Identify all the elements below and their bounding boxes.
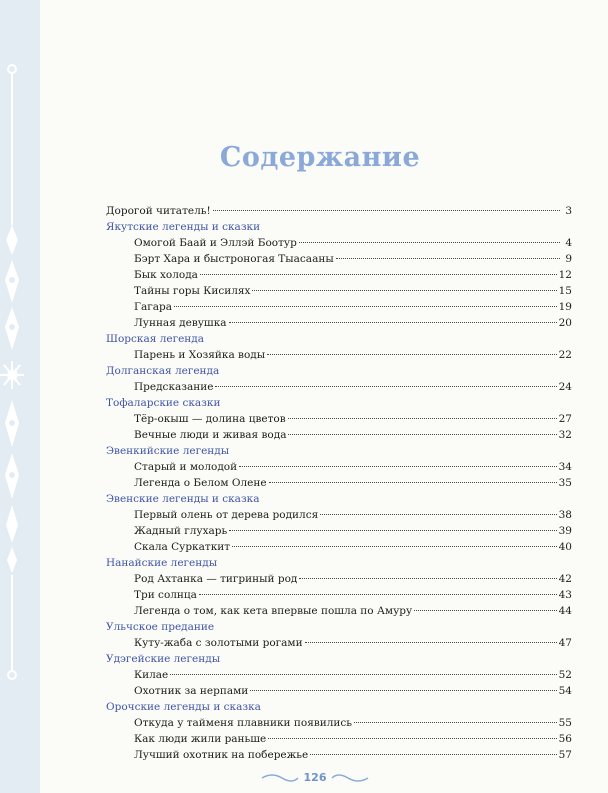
- toc-page-number: 3: [565, 205, 572, 217]
- dot-leader: [239, 466, 557, 467]
- toc-label: Куту-жаба с золотыми рогами: [134, 637, 303, 649]
- toc-label: Парень и Хозяйка воды: [134, 349, 266, 361]
- toc-section-heading: [106, 619, 572, 635]
- toc-label: Бэрт Хара и быстроногая Тыасааны: [134, 253, 334, 265]
- toc-label: Долганская легенда: [106, 365, 220, 377]
- toc-entry: [106, 731, 572, 747]
- toc-section-heading: [106, 491, 572, 507]
- toc-label: Тофаларские сказки: [106, 397, 221, 409]
- toc-page-number: 9: [565, 253, 572, 265]
- dot-leader: [305, 642, 557, 643]
- toc-label: Лучший охотник на побережье: [134, 749, 309, 761]
- toc-section-heading: [106, 651, 572, 667]
- dot-leader: [250, 690, 556, 691]
- toc-label: Жадный глухарь: [134, 525, 228, 537]
- toc-page-number: 55: [558, 717, 572, 729]
- toc-label: Скала Суркаткит: [134, 541, 231, 553]
- toc-page-number: 35: [558, 477, 572, 489]
- toc-page-number: 44: [558, 605, 572, 617]
- toc-entry: [106, 507, 572, 523]
- toc-label: Предсказание: [134, 381, 214, 393]
- toc-entry: [106, 267, 572, 283]
- toc-page-number: 34: [558, 461, 572, 473]
- toc-page-number: 27: [558, 413, 572, 425]
- toc-label: Легенда о том, как кета впервые пошла по Амуру: [134, 605, 413, 617]
- toc-section-heading: [106, 395, 572, 411]
- toc-section-heading: [106, 699, 572, 715]
- toc-entry: [106, 379, 572, 395]
- toc-label: Первый олень от дерева родился: [134, 509, 319, 521]
- dot-leader: [299, 242, 560, 243]
- toc-label: Род Ахтанка — тигриный род: [134, 573, 298, 585]
- toc-label: Охотник за нерпами: [134, 685, 249, 697]
- toc-page-number: 54: [558, 685, 572, 697]
- toc-entry: [106, 539, 572, 555]
- toc-entry: [106, 603, 572, 619]
- dot-leader: [288, 434, 556, 435]
- toc-entry: [106, 299, 572, 315]
- page-title: Содержание: [219, 142, 421, 173]
- toc-label: Старый и молодой: [134, 461, 238, 473]
- dot-leader: [215, 386, 556, 387]
- toc-page-number: 43: [558, 589, 572, 601]
- toc-entry: [106, 571, 572, 587]
- toc-entry: [106, 667, 572, 683]
- dot-leader: [268, 738, 556, 739]
- toc-section-heading: [106, 443, 572, 459]
- toc-page-number: 19: [558, 301, 572, 313]
- toc-page-number: 39: [558, 525, 572, 537]
- toc-label: Вечные люди и живая вода: [134, 429, 287, 441]
- dot-leader: [267, 354, 557, 355]
- dot-leader: [174, 306, 557, 307]
- toc-label: Килае: [134, 669, 169, 681]
- toc-page-number: 56: [558, 733, 572, 745]
- toc-section-heading: [106, 331, 572, 347]
- dot-leader: [414, 610, 556, 611]
- dot-leader: [170, 674, 556, 675]
- toc-page-number: 4: [565, 237, 572, 249]
- toc-label: Омогой Баай и Эллэй Боотур: [134, 237, 297, 249]
- dot-leader: [232, 546, 557, 547]
- toc-label: Легенда о Белом Олене: [134, 477, 267, 489]
- toc-label: Три солнца: [134, 589, 197, 601]
- dot-leader: [229, 530, 556, 531]
- toc-page-number: 57: [558, 749, 572, 761]
- toc-label: Тайны горы Кисилях: [134, 285, 251, 297]
- toc-page-number: 42: [558, 573, 572, 585]
- toc-page-number: 12: [558, 269, 572, 281]
- toc-label: Ульчское предание: [106, 621, 215, 633]
- toc-entry: [106, 459, 572, 475]
- toc-page-number: 32: [558, 429, 572, 441]
- toc-entry: [106, 347, 572, 363]
- toc-entry: [106, 475, 572, 491]
- toc-page-number: 47: [558, 637, 572, 649]
- toc-page-number: 20: [558, 317, 572, 329]
- dot-leader: [354, 722, 557, 723]
- toc-label: Орочские легенды и сказка: [106, 701, 261, 713]
- dot-leader: [288, 418, 557, 419]
- toc-label: Бык холода: [134, 269, 198, 281]
- toc-page-number: 40: [558, 541, 572, 553]
- toc-label: Нанайские легенды: [106, 557, 218, 569]
- toc-label: Лунная девушка: [134, 317, 227, 329]
- dot-leader: [199, 594, 557, 595]
- toc-entry: [106, 235, 572, 251]
- toc-label: Якутские легенды и сказки: [106, 221, 261, 233]
- toc-entry: [106, 251, 572, 267]
- dot-leader: [200, 274, 557, 275]
- toc-label: Удэгейские легенды: [106, 653, 221, 665]
- dot-leader: [252, 290, 556, 291]
- page-number: 126: [303, 771, 327, 784]
- dot-leader: [310, 754, 556, 755]
- toc-label: Дорогой читатель!: [106, 205, 211, 217]
- toc-label: Эвенские легенды и сказка: [106, 493, 260, 505]
- toc-page-number: 24: [558, 381, 572, 393]
- toc-entry: [106, 683, 572, 699]
- toc-entry: [106, 283, 572, 299]
- page-footer: [260, 768, 370, 788]
- toc-page-number: 52: [558, 669, 572, 681]
- toc-label: Тёр-окыш — долина цветов: [134, 413, 286, 425]
- dot-leader: [336, 258, 560, 259]
- toc-entry: [106, 315, 572, 331]
- toc-label: Откуда у тайменя плавники появились: [134, 717, 352, 729]
- toc-page-number: 22: [558, 349, 572, 361]
- toc-section-heading: [106, 363, 572, 379]
- toc-entry: [106, 747, 572, 763]
- dot-leader: [229, 322, 557, 323]
- dot-leader: [299, 578, 556, 579]
- toc-label: Гагара: [134, 301, 172, 313]
- dot-leader: [213, 210, 560, 211]
- toc-section-heading: [106, 555, 572, 571]
- toc-entry: [106, 411, 572, 427]
- toc-label: Шорская легенда: [106, 333, 205, 345]
- toc-entry: [106, 523, 572, 539]
- toc-entry: [106, 203, 572, 219]
- toc-entry: [106, 587, 572, 603]
- toc-entry: [106, 635, 572, 651]
- toc-label: Эвенкийские легенды: [106, 445, 230, 457]
- table-of-contents: [106, 203, 572, 763]
- toc-page-number: 38: [558, 509, 572, 521]
- dot-leader: [269, 482, 557, 483]
- toc-entry: [106, 715, 572, 731]
- toc-page-number: 15: [558, 285, 572, 297]
- toc-section-heading: [106, 219, 572, 235]
- toc-label: Как люди жили раньше: [134, 733, 267, 745]
- toc-entry: [106, 427, 572, 443]
- dot-leader: [320, 514, 556, 515]
